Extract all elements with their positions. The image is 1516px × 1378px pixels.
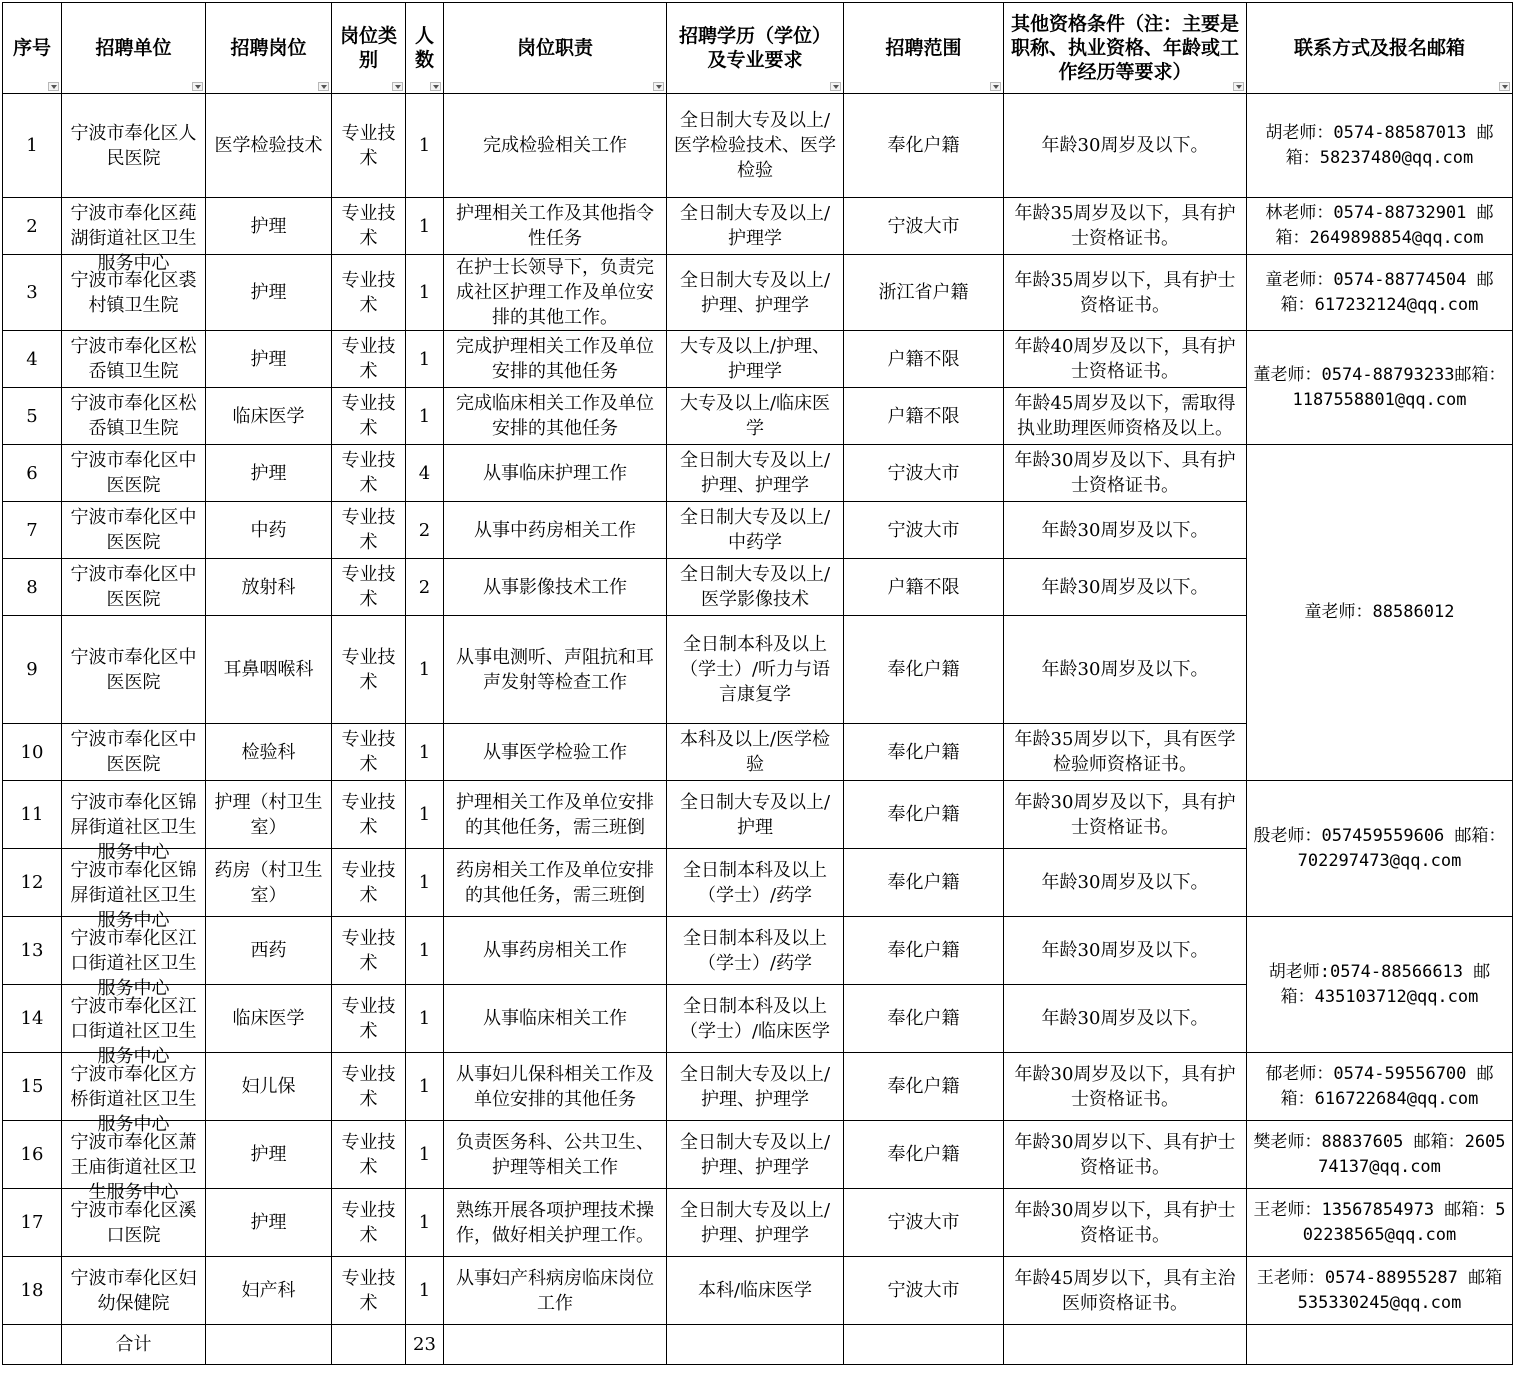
cell-category: 专业技术 xyxy=(332,255,406,331)
cell-post: 耳鼻咽喉科 xyxy=(206,616,332,724)
header-count: 人数 xyxy=(406,3,444,94)
cell-category: 专业技术 xyxy=(332,1257,406,1325)
cell-count: 1 xyxy=(406,388,444,445)
header-row xyxy=(3,3,1513,94)
cell-education: 全日制大专及以上/护理 xyxy=(667,781,844,849)
cell-category: 专业技术 xyxy=(332,616,406,724)
cell-seq: 14 xyxy=(3,985,62,1053)
cell-post: 西药 xyxy=(206,917,332,985)
cell-scope: 宁波大市 xyxy=(844,1189,1004,1257)
cell-category: 专业技术 xyxy=(332,985,406,1053)
cell-duty: 从事影像技术工作 xyxy=(444,559,667,616)
table-row xyxy=(3,198,1513,255)
cell-other: 年龄30周岁以下、具有护士资格证书。 xyxy=(1004,1121,1247,1189)
header-education: 招聘学历（学位）及专业要求 xyxy=(667,3,844,94)
cell-category: 专业技术 xyxy=(332,1189,406,1257)
cell-duty: 从事妇儿保科相关工作及单位安排的其他任务 xyxy=(444,1053,667,1121)
cell-scope: 宁波大市 xyxy=(844,1257,1004,1325)
filter-dropdown-icon[interactable] xyxy=(318,82,329,91)
cell-count: 4 xyxy=(406,445,444,502)
cell-education: 全日制大专及以上/护理、护理学 xyxy=(667,445,844,502)
cell-seq: 18 xyxy=(3,1257,62,1325)
cell-contact: 童老师：0574-88774504 邮箱：617232124@qq.com xyxy=(1247,255,1513,331)
cell-scope: 奉化户籍 xyxy=(844,616,1004,724)
header-scope: 招聘范围 xyxy=(844,3,1004,94)
cell-scope: 户籍不限 xyxy=(844,559,1004,616)
cell-education: 大专及以上/护理、护理学 xyxy=(667,331,844,388)
cell-other: 年龄45周岁及以下，需取得执业助理医师资格及以上。 xyxy=(1004,388,1247,445)
cell-education: 全日制大专及以上/护理、护理学 xyxy=(667,1189,844,1257)
cell-duty: 护理相关工作及其他指令性任务 xyxy=(444,198,667,255)
cell-category: 专业技术 xyxy=(332,1053,406,1121)
cell-other: 年龄35周岁以下，具有医学检验师资格证书。 xyxy=(1004,724,1247,781)
cell-unit: 宁波市奉化区人民医院 xyxy=(62,94,206,198)
cell-count: 1 xyxy=(406,255,444,331)
cell-count: 1 xyxy=(406,917,444,985)
cell-unit: 宁波市奉化区溪口医院 xyxy=(62,1189,206,1257)
cell-other: 年龄30周岁及以下，具有护士资格证书。 xyxy=(1004,781,1247,849)
cell-education: 大专及以上/临床医学 xyxy=(667,388,844,445)
cell-category xyxy=(332,1325,406,1365)
cell-education: 本科及以上/医学检验 xyxy=(667,724,844,781)
cell-post: 妇儿保 xyxy=(206,1053,332,1121)
cell-duty: 护理相关工作及单位安排的其他任务，需三班倒 xyxy=(444,781,667,849)
cell-category: 专业技术 xyxy=(332,559,406,616)
cell-unit: 宁波市奉化区松岙镇卫生院 xyxy=(62,388,206,445)
cell-duty: 完成检验相关工作 xyxy=(444,94,667,198)
cell-post: 临床医学 xyxy=(206,985,332,1053)
table-row xyxy=(3,1053,1513,1121)
cell-count: 1 xyxy=(406,1053,444,1121)
cell-count: 2 xyxy=(406,559,444,616)
cell-post: 护理 xyxy=(206,1121,332,1189)
cell-category: 专业技术 xyxy=(332,849,406,917)
cell-seq: 5 xyxy=(3,388,62,445)
cell-duty: 从事临床相关工作 xyxy=(444,985,667,1053)
cell-seq xyxy=(3,1325,62,1365)
cell-education: 全日制大专及以上/护理、护理学 xyxy=(667,1121,844,1189)
filter-dropdown-icon[interactable] xyxy=(1233,82,1244,91)
cell-contact: 郁老师：0574-59556700 邮箱：616722684@qq.com xyxy=(1247,1053,1513,1121)
cell-education: 全日制大专及以上/护理学 xyxy=(667,198,844,255)
filter-dropdown-icon[interactable] xyxy=(430,82,441,91)
cell-scope: 宁波大市 xyxy=(844,445,1004,502)
cell-scope: 户籍不限 xyxy=(844,331,1004,388)
cell-count: 1 xyxy=(406,1189,444,1257)
cell-unit: 宁波市奉化区妇幼保健院 xyxy=(62,1257,206,1325)
cell-duty: 完成护理相关工作及单位安排的其他任务 xyxy=(444,331,667,388)
header-duty: 岗位职责 xyxy=(444,3,667,94)
cell-seq: 16 xyxy=(3,1121,62,1189)
cell-post: 护理 xyxy=(206,198,332,255)
cell-unit: 宁波市奉化区裘村镇卫生院 xyxy=(62,255,206,331)
cell-duty: 从事临床护理工作 xyxy=(444,445,667,502)
cell-duty: 从事电测听、声阻抗和耳声发射等检查工作 xyxy=(444,616,667,724)
cell-unit: 宁波市奉化区江口街道社区卫生服务中心 xyxy=(62,985,206,1053)
cell-duty: 从事妇产科病房临床岗位工作 xyxy=(444,1257,667,1325)
cell-unit: 宁波市奉化区方桥街道社区卫生服务中心 xyxy=(62,1053,206,1121)
cell-category: 专业技术 xyxy=(332,781,406,849)
cell-seq: 2 xyxy=(3,198,62,255)
cell-unit: 宁波市奉化区锦屏街道社区卫生服务中心 xyxy=(62,781,206,849)
cell-scope: 宁波大市 xyxy=(844,198,1004,255)
cell-category: 专业技术 xyxy=(332,1121,406,1189)
cell-scope: 浙江省户籍 xyxy=(844,255,1004,331)
cell-post xyxy=(206,1325,332,1365)
cell-post: 妇产科 xyxy=(206,1257,332,1325)
cell-count: 1 xyxy=(406,198,444,255)
cell-post: 放射科 xyxy=(206,559,332,616)
cell-scope: 奉化户籍 xyxy=(844,917,1004,985)
cell-other: 年龄35周岁及以下，具有护士资格证书。 xyxy=(1004,198,1247,255)
cell-post: 检验科 xyxy=(206,724,332,781)
cell-scope: 奉化户籍 xyxy=(844,1053,1004,1121)
cell-contact: 王老师：0574-88955287 邮箱535330245@qq.com xyxy=(1247,1257,1513,1325)
cell-contact: 王老师：13567854973 邮箱：502238565@qq.com xyxy=(1247,1189,1513,1257)
cell-category: 专业技术 xyxy=(332,388,406,445)
cell-seq: 4 xyxy=(3,331,62,388)
cell-count: 1 xyxy=(406,616,444,724)
cell-unit: 宁波市奉化区中医医院 xyxy=(62,559,206,616)
cell-seq: 9 xyxy=(3,616,62,724)
cell-other: 年龄30周岁以下，具有护士资格证书。 xyxy=(1004,1189,1247,1257)
cell-post: 护理 xyxy=(206,1189,332,1257)
cell-unit: 宁波市奉化区江口街道社区卫生服务中心 xyxy=(62,917,206,985)
cell-other xyxy=(1004,1325,1247,1365)
cell-other: 年龄30周岁及以下。 xyxy=(1004,616,1247,724)
cell-count: 1 xyxy=(406,331,444,388)
cell-unit: 宁波市奉化区锦屏街道社区卫生服务中心 xyxy=(62,849,206,917)
cell-post: 护理 xyxy=(206,331,332,388)
cell-seq: 8 xyxy=(3,559,62,616)
recruitment-table xyxy=(2,2,1513,1365)
cell-category: 专业技术 xyxy=(332,724,406,781)
cell-post: 护理 xyxy=(206,255,332,331)
cell-seq: 12 xyxy=(3,849,62,917)
cell-contact: 胡老师:0574-88566613 邮箱：435103712@qq.com xyxy=(1247,917,1513,1053)
cell-duty: 药房相关工作及单位安排的其他任务，需三班倒 xyxy=(444,849,667,917)
cell-other: 年龄30周岁及以下。 xyxy=(1004,94,1247,198)
table-row xyxy=(3,1257,1513,1325)
cell-education: 全日制本科及以上（学士）/药学 xyxy=(667,917,844,985)
cell-contact: 胡老师：0574-88587013 邮箱：58237480@qq.com xyxy=(1247,94,1513,198)
cell-category: 专业技术 xyxy=(332,445,406,502)
cell-duty: 完成临床相关工作及单位安排的其他任务 xyxy=(444,388,667,445)
cell-seq: 1 xyxy=(3,94,62,198)
cell-education: 全日制本科及以上（学士）/听力与语言康复学 xyxy=(667,616,844,724)
cell-seq: 11 xyxy=(3,781,62,849)
cell-education: 全日制大专及以上/护理、护理学 xyxy=(667,1053,844,1121)
cell-seq: 3 xyxy=(3,255,62,331)
cell-seq: 7 xyxy=(3,502,62,559)
cell-post: 医学检验技术 xyxy=(206,94,332,198)
cell-education: 全日制大专及以上/医学检验技术、医学检验 xyxy=(667,94,844,198)
cell-post: 药房（村卫生室） xyxy=(206,849,332,917)
cell-other: 年龄30周岁及以下。 xyxy=(1004,502,1247,559)
cell-seq: 15 xyxy=(3,1053,62,1121)
total-count: 23 xyxy=(406,1325,444,1365)
cell-category: 专业技术 xyxy=(332,502,406,559)
cell-category: 专业技术 xyxy=(332,917,406,985)
table-row xyxy=(3,445,1513,502)
cell-unit: 宁波市奉化区中医医院 xyxy=(62,502,206,559)
header-post: 招聘岗位 xyxy=(206,3,332,94)
cell-education: 全日制本科及以上（学士）/药学 xyxy=(667,849,844,917)
cell-count: 1 xyxy=(406,724,444,781)
cell-unit: 宁波市奉化区中医医院 xyxy=(62,616,206,724)
table-row xyxy=(3,331,1513,388)
cell-post: 临床医学 xyxy=(206,388,332,445)
cell-education: 全日制大专及以上/护理、护理学 xyxy=(667,255,844,331)
cell-unit: 宁波市奉化区松岙镇卫生院 xyxy=(62,331,206,388)
cell-duty: 从事医学检验工作 xyxy=(444,724,667,781)
cell-scope: 户籍不限 xyxy=(844,388,1004,445)
total-label: 合计 xyxy=(62,1325,206,1365)
cell-scope: 宁波大市 xyxy=(844,502,1004,559)
table-row xyxy=(3,1121,1513,1189)
filter-dropdown-icon[interactable] xyxy=(1499,82,1510,91)
cell-other: 年龄30周岁及以下、具有护士资格证书。 xyxy=(1004,445,1247,502)
filter-dropdown-icon[interactable] xyxy=(392,82,403,91)
cell-education: 全日制大专及以上/医学影像技术 xyxy=(667,559,844,616)
cell-other: 年龄45周岁以下，具有主治医师资格证书。 xyxy=(1004,1257,1247,1325)
cell-scope: 奉化户籍 xyxy=(844,985,1004,1053)
cell-unit: 宁波市奉化区中医医院 xyxy=(62,445,206,502)
cell-post: 护理（村卫生室） xyxy=(206,781,332,849)
filter-dropdown-icon[interactable] xyxy=(830,82,841,91)
table-row xyxy=(3,917,1513,985)
cell-count: 1 xyxy=(406,94,444,198)
cell-duty: 从事药房相关工作 xyxy=(444,917,667,985)
cell-scope: 奉化户籍 xyxy=(844,724,1004,781)
cell-count: 1 xyxy=(406,985,444,1053)
table-row xyxy=(3,1189,1513,1257)
cell-scope: 奉化户籍 xyxy=(844,1121,1004,1189)
cell-other: 年龄30周岁及以下。 xyxy=(1004,917,1247,985)
cell-other: 年龄35周岁以下，具有护士资格证书。 xyxy=(1004,255,1247,331)
cell-scope: 奉化户籍 xyxy=(844,781,1004,849)
cell-count: 2 xyxy=(406,502,444,559)
filter-dropdown-icon[interactable] xyxy=(48,82,59,91)
cell-education: 本科/临床医学 xyxy=(667,1257,844,1325)
cell-other: 年龄30周岁及以下，具有护士资格证书。 xyxy=(1004,1053,1247,1121)
cell-scope: 奉化户籍 xyxy=(844,94,1004,198)
cell-post: 中药 xyxy=(206,502,332,559)
cell-category: 专业技术 xyxy=(332,331,406,388)
cell-scope: 奉化户籍 xyxy=(844,849,1004,917)
cell-duty: 熟练开展各项护理技术操作，做好相关护理工作。 xyxy=(444,1189,667,1257)
cell-seq: 17 xyxy=(3,1189,62,1257)
cell-category: 专业技术 xyxy=(332,94,406,198)
cell-duty: 从事中药房相关工作 xyxy=(444,502,667,559)
cell-duty xyxy=(444,1325,667,1365)
cell-seq: 13 xyxy=(3,917,62,985)
header-unit: 招聘单位 xyxy=(62,3,206,94)
cell-duty: 负责医务科、公共卫生、护理等相关工作 xyxy=(444,1121,667,1189)
cell-contact: 樊老师：88837605 邮箱：260574137@qq.com xyxy=(1247,1121,1513,1189)
cell-seq: 6 xyxy=(3,445,62,502)
table-row xyxy=(3,781,1513,849)
cell-other: 年龄40周岁及以下，具有护士资格证书。 xyxy=(1004,331,1247,388)
cell-unit: 宁波市奉化区莼湖街道社区卫生服务中心 xyxy=(62,198,206,255)
cell-education: 全日制本科及以上（学士）/临床医学 xyxy=(667,985,844,1053)
cell-other: 年龄30周岁及以下。 xyxy=(1004,559,1247,616)
cell-count: 1 xyxy=(406,1121,444,1189)
filter-dropdown-icon[interactable] xyxy=(990,82,1001,91)
total-row xyxy=(3,1325,1513,1365)
cell-count: 1 xyxy=(406,1257,444,1325)
cell-seq: 10 xyxy=(3,724,62,781)
cell-other: 年龄30周岁及以下。 xyxy=(1004,985,1247,1053)
table-row xyxy=(3,94,1513,198)
cell-contact: 殷老师：057459559606 邮箱：702297473@qq.com xyxy=(1247,781,1513,917)
cell-category: 专业技术 xyxy=(332,198,406,255)
filter-dropdown-icon[interactable] xyxy=(653,82,664,91)
cell-education xyxy=(667,1325,844,1365)
header-contact: 联系方式及报名邮箱 xyxy=(1247,3,1513,94)
cell-contact: 童老师：88586012 xyxy=(1247,445,1513,781)
cell-duty: 在护士长领导下，负责完成社区护理工作及单位安排的其他工作。 xyxy=(444,255,667,331)
cell-count: 1 xyxy=(406,849,444,917)
cell-unit: 宁波市奉化区中医医院 xyxy=(62,724,206,781)
cell-post: 护理 xyxy=(206,445,332,502)
header-other: 其他资格条件（注：主要是职称、执业资格、年龄或工作经历等要求） xyxy=(1004,3,1247,94)
table-row xyxy=(3,255,1513,331)
cell-count: 1 xyxy=(406,781,444,849)
header-category: 岗位类别 xyxy=(332,3,406,94)
filter-dropdown-icon[interactable] xyxy=(192,82,203,91)
cell-unit: 宁波市奉化区萧王庙街道社区卫生服务中心 xyxy=(62,1121,206,1189)
cell-education: 全日制大专及以上/中药学 xyxy=(667,502,844,559)
cell-contact: 董老师：0574-88793233邮箱：1187558801@qq.com xyxy=(1247,331,1513,445)
header-seq: 序号 xyxy=(3,3,62,94)
cell-contact: 林老师：0574-88732901 邮箱：2649898854@qq.com xyxy=(1247,198,1513,255)
cell-contact xyxy=(1247,1325,1513,1365)
cell-scope xyxy=(844,1325,1004,1365)
cell-other: 年龄30周岁及以下。 xyxy=(1004,849,1247,917)
